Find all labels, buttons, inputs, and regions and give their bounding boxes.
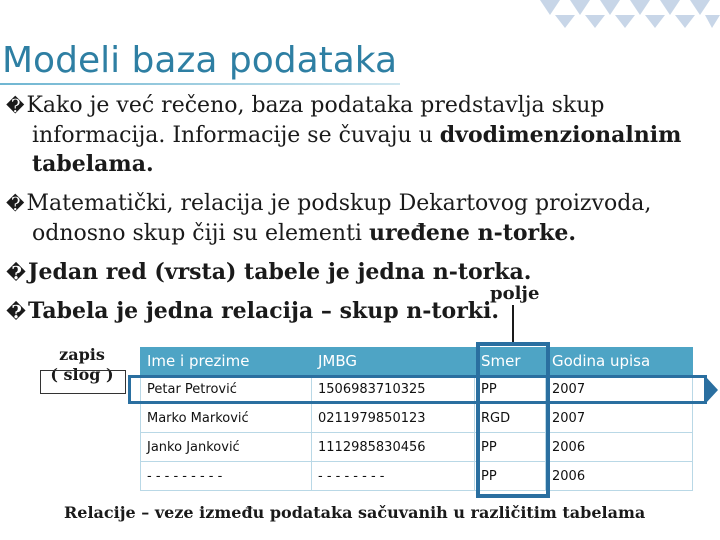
bullet-1-text: informacija. Informacije se čuvaju u <box>32 123 440 148</box>
bullet-mark: � <box>6 96 25 117</box>
cell-name: Marko Marković <box>141 404 312 433</box>
header-jmbg: JMBG <box>312 348 475 375</box>
cell-jmbg: 1112985830456 <box>312 433 475 462</box>
header-smer: Smer <box>475 348 546 375</box>
bullet-mark: � <box>6 194 25 215</box>
cell-godina: 2006 <box>546 462 693 491</box>
cell-smer: PP <box>475 462 546 491</box>
zapis-text: zapis <box>59 345 105 364</box>
header-godina: Godina upisa <box>546 348 693 375</box>
bullet-1-line-1: Kako je već rečeno, baza podataka predstavlja skup <box>26 93 605 118</box>
bullet-mark: � <box>6 302 27 323</box>
cell-jmbg: 1506983710325 <box>312 375 475 404</box>
bullet-2-line-1: Matematički, relacija je podskup Dekartovog proizvoda, <box>26 191 652 216</box>
cell-jmbg: - - - - - - - - <box>312 462 475 491</box>
bullet-mark: � <box>6 263 27 284</box>
bullet-1-emphasis: dvodimenzionalnim <box>439 122 682 148</box>
cell-godina: 2006 <box>546 433 693 462</box>
bullet-2 <box>6 190 706 248</box>
zapis-box <box>40 370 126 394</box>
bullet-4 <box>6 297 706 327</box>
bullet-3 <box>6 258 706 288</box>
bullet-3-text: Jedan red (vrsta) tabele je jedna n-torka. <box>28 259 532 285</box>
bullet-2-text: odnosno skup čiji su elementi <box>32 221 369 246</box>
footer-caption: Relacije – veze između podataka sačuvanih u različitim tabelama <box>64 503 646 522</box>
table-row <box>141 433 693 462</box>
table-header-row <box>141 348 693 375</box>
bullet-2-emphasis: uređene n-torke. <box>368 220 577 246</box>
corner-decoration <box>500 0 720 30</box>
cell-name: Petar Petrović <box>141 375 312 404</box>
table-row <box>141 404 693 433</box>
row-arrow-icon <box>706 377 718 403</box>
cell-smer: PP <box>475 375 546 404</box>
header-name: Ime i prezime <box>141 348 312 375</box>
polje-label: polje <box>490 283 540 304</box>
bullet-1 <box>6 92 706 178</box>
cell-name: Janko Janković <box>141 433 312 462</box>
cell-name: - - - - - - - - - <box>141 462 312 491</box>
cell-jmbg: 0211979850123 <box>312 404 475 433</box>
row-highlight-frame <box>128 375 707 404</box>
cell-godina: 2007 <box>546 404 693 433</box>
bullet-2-line-2 <box>6 219 706 248</box>
bullet-1-line-2 <box>6 121 706 150</box>
bullet-4-text: Tabela je jedna relacija – skup n-torki. <box>28 298 500 324</box>
student-table <box>140 347 693 491</box>
bullet-1-line-3: tabelama. <box>32 151 154 177</box>
polje-pointer <box>512 305 514 345</box>
cell-smer: RGD <box>475 404 546 433</box>
cell-smer: PP <box>475 433 546 462</box>
cell-godina: 2007 <box>546 375 693 404</box>
column-highlight-frame <box>476 342 550 498</box>
slog-text: ( slog ) <box>50 365 114 384</box>
title-underline <box>0 83 400 85</box>
table-row <box>141 462 693 491</box>
slide-title: Modeli baza podataka <box>2 40 398 81</box>
